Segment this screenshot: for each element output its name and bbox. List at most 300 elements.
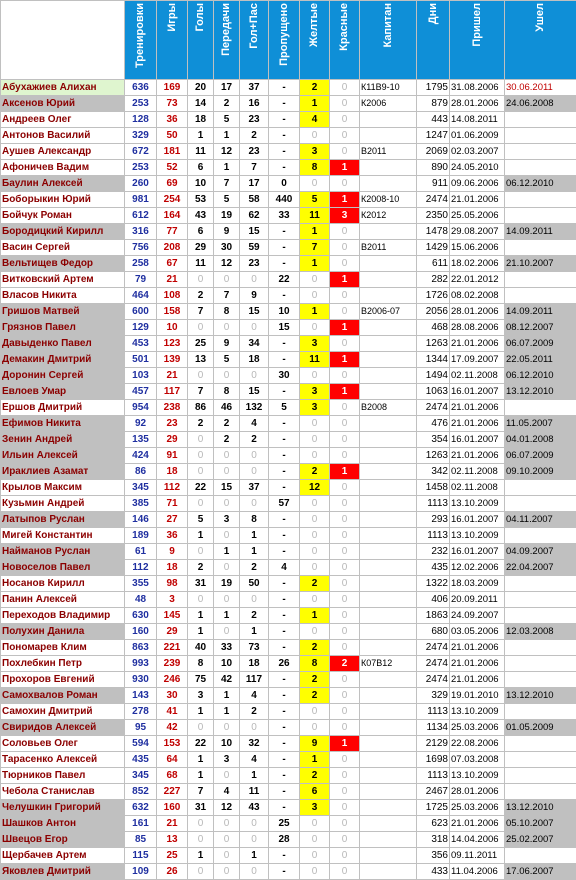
games-cell: 9	[157, 544, 188, 560]
trainings-cell: 253	[125, 160, 157, 176]
table-row	[1, 272, 576, 288]
left-cell: 06.07.2009	[505, 336, 576, 352]
left-cell: 11.05.2007	[505, 416, 576, 432]
red-cards-cell: 0	[330, 640, 360, 656]
table-row	[1, 592, 576, 608]
joined-cell: 21.01.2006	[450, 192, 505, 208]
days-cell: 879	[417, 96, 450, 112]
goals-cell: 2	[188, 288, 214, 304]
days-cell: 356	[417, 848, 450, 864]
assists-cell: 8	[214, 384, 240, 400]
yellow-cards-cell: 2	[300, 768, 330, 784]
assists-cell: 1	[214, 608, 240, 624]
games-cell: 238	[157, 400, 188, 416]
trainings-cell: 954	[125, 400, 157, 416]
trainings-cell: 435	[125, 752, 157, 768]
left-cell: 22.05.2011	[505, 352, 576, 368]
red-cards-cell: 1	[330, 464, 360, 480]
goals-cell: 6	[188, 224, 214, 240]
conceded-cell: -	[269, 80, 300, 96]
header-cell: Тренировки	[125, 1, 157, 80]
conceded-cell: -	[269, 96, 300, 112]
table-row	[1, 208, 576, 224]
assists-cell: 0	[214, 848, 240, 864]
player-name: Бородицкий Кирилл	[1, 224, 125, 240]
conceded-cell: -	[269, 688, 300, 704]
goals-cell: 1	[188, 848, 214, 864]
games-cell: 21	[157, 816, 188, 832]
goals-cell: 2	[188, 416, 214, 432]
conceded-cell: 10	[269, 304, 300, 320]
left-cell: 04.09.2007	[505, 544, 576, 560]
conceded-cell: -	[269, 288, 300, 304]
goals-assists-cell: 9	[240, 288, 269, 304]
goals-assists-cell: 37	[240, 80, 269, 96]
joined-cell: 16.01.2007	[450, 512, 505, 528]
games-cell: 41	[157, 704, 188, 720]
table-row	[1, 496, 576, 512]
captain-cell	[360, 464, 417, 480]
captain-cell	[360, 128, 417, 144]
joined-cell: 09.06.2006	[450, 176, 505, 192]
red-cards-cell: 0	[330, 336, 360, 352]
goals-assists-cell: 132	[240, 400, 269, 416]
goals-assists-cell: 0	[240, 832, 269, 848]
player-name: Власов Никита	[1, 288, 125, 304]
joined-cell: 02.11.2008	[450, 464, 505, 480]
captain-cell	[360, 688, 417, 704]
goals-assists-cell: 18	[240, 656, 269, 672]
goals-cell: 0	[188, 272, 214, 288]
days-cell: 476	[417, 416, 450, 432]
red-cards-cell: 1	[330, 160, 360, 176]
assists-cell: 0	[214, 464, 240, 480]
yellow-cards-cell: 2	[300, 576, 330, 592]
days-cell: 406	[417, 592, 450, 608]
goals-cell: 1	[188, 624, 214, 640]
red-cards-cell: 0	[330, 144, 360, 160]
conceded-cell: -	[269, 704, 300, 720]
games-cell: 98	[157, 576, 188, 592]
joined-cell: 03.05.2006	[450, 624, 505, 640]
joined-cell: 28.08.2006	[450, 320, 505, 336]
goals-cell: 11	[188, 256, 214, 272]
table-row	[1, 640, 576, 656]
left-cell: 06.12.2010	[505, 176, 576, 192]
player-name: Ираклиев Азамат	[1, 464, 125, 480]
goals-assists-cell: 0	[240, 592, 269, 608]
goals-cell: 29	[188, 240, 214, 256]
captain-cell	[360, 672, 417, 688]
table-row	[1, 832, 576, 848]
days-cell: 1322	[417, 576, 450, 592]
table-row	[1, 112, 576, 128]
table-row	[1, 256, 576, 272]
trainings-cell: 464	[125, 288, 157, 304]
joined-cell: 28.01.2006	[450, 784, 505, 800]
left-cell	[505, 640, 576, 656]
yellow-cards-cell: 6	[300, 784, 330, 800]
goals-assists-cell: 1	[240, 624, 269, 640]
days-cell: 1494	[417, 368, 450, 384]
joined-cell: 18.03.2009	[450, 576, 505, 592]
red-cards-cell: 0	[330, 80, 360, 96]
games-cell: 77	[157, 224, 188, 240]
yellow-cards-cell: 8	[300, 160, 330, 176]
goals-assists-cell: 18	[240, 352, 269, 368]
red-cards-cell: 0	[330, 800, 360, 816]
goals-assists-cell: 37	[240, 480, 269, 496]
joined-cell: 21.01.2006	[450, 672, 505, 688]
goals-cell: 7	[188, 384, 214, 400]
joined-cell: 29.08.2007	[450, 224, 505, 240]
table-row	[1, 336, 576, 352]
captain-cell	[360, 752, 417, 768]
yellow-cards-cell: 11	[300, 208, 330, 224]
days-cell: 2474	[417, 640, 450, 656]
goals-cell: 0	[188, 544, 214, 560]
days-cell: 1113	[417, 528, 450, 544]
player-name: Яковлев Дмитрий	[1, 864, 125, 880]
joined-cell: 21.01.2006	[450, 816, 505, 832]
red-cards-cell: 0	[330, 512, 360, 528]
goals-cell: 1	[188, 768, 214, 784]
games-cell: 21	[157, 272, 188, 288]
joined-cell: 25.03.2006	[450, 800, 505, 816]
player-name: Евлоев Умар	[1, 384, 125, 400]
conceded-cell: -	[269, 736, 300, 752]
goals-assists-cell: 0	[240, 448, 269, 464]
days-cell: 1063	[417, 384, 450, 400]
table-row	[1, 512, 576, 528]
conceded-cell: 26	[269, 656, 300, 672]
yellow-cards-cell: 0	[300, 496, 330, 512]
table-row	[1, 560, 576, 576]
assists-cell: 30	[214, 240, 240, 256]
red-cards-cell: 0	[330, 592, 360, 608]
assists-cell: 0	[214, 272, 240, 288]
assists-cell: 0	[214, 624, 240, 640]
conceded-cell: -	[269, 112, 300, 128]
trainings-cell: 852	[125, 784, 157, 800]
joined-cell: 14.08.2011	[450, 112, 505, 128]
conceded-cell: -	[269, 720, 300, 736]
captain-cell	[360, 592, 417, 608]
left-cell	[505, 672, 576, 688]
player-name: Аксенов Юрий	[1, 96, 125, 112]
left-cell	[505, 736, 576, 752]
assists-cell: 19	[214, 576, 240, 592]
days-cell: 911	[417, 176, 450, 192]
conceded-cell: -	[269, 416, 300, 432]
red-cards-cell: 1	[330, 384, 360, 400]
captain-cell: В2011	[360, 240, 417, 256]
goals-cell: 0	[188, 464, 214, 480]
conceded-cell: 4	[269, 560, 300, 576]
conceded-cell: -	[269, 576, 300, 592]
yellow-cards-cell: 7	[300, 240, 330, 256]
header-cell: Игры	[157, 1, 188, 80]
goals-cell: 3	[188, 688, 214, 704]
yellow-cards-cell: 0	[300, 416, 330, 432]
joined-cell: 15.06.2006	[450, 240, 505, 256]
trainings-cell: 636	[125, 80, 157, 96]
joined-cell: 16.01.2007	[450, 544, 505, 560]
days-cell: 232	[417, 544, 450, 560]
yellow-cards-cell: 0	[300, 288, 330, 304]
captain-cell	[360, 704, 417, 720]
goals-cell: 7	[188, 784, 214, 800]
days-cell: 1863	[417, 608, 450, 624]
left-cell	[505, 656, 576, 672]
left-cell	[505, 848, 576, 864]
captain-cell: К2006	[360, 96, 417, 112]
red-cards-cell: 0	[330, 112, 360, 128]
player-name: Андреев Олег	[1, 112, 125, 128]
table-row	[1, 848, 576, 864]
trainings-cell: 453	[125, 336, 157, 352]
header-cell: Голы	[188, 1, 214, 80]
trainings-cell: 981	[125, 192, 157, 208]
yellow-cards-cell: 3	[300, 400, 330, 416]
left-cell	[505, 192, 576, 208]
goals-assists-cell: 0	[240, 816, 269, 832]
trainings-cell: 672	[125, 144, 157, 160]
left-cell	[505, 528, 576, 544]
left-cell	[505, 272, 576, 288]
joined-cell: 22.01.2012	[450, 272, 505, 288]
yellow-cards-cell: 0	[300, 848, 330, 864]
left-cell: 14.09.2011	[505, 304, 576, 320]
assists-cell: 0	[214, 720, 240, 736]
joined-cell: 18.02.2006	[450, 256, 505, 272]
player-name: Антонов Василий	[1, 128, 125, 144]
assists-cell: 5	[214, 192, 240, 208]
yellow-cards-cell: 2	[300, 672, 330, 688]
games-cell: 164	[157, 208, 188, 224]
trainings-cell: 160	[125, 624, 157, 640]
table-row	[1, 480, 576, 496]
days-cell: 1113	[417, 704, 450, 720]
games-cell: 52	[157, 160, 188, 176]
goals-cell: 43	[188, 208, 214, 224]
player-name: Свиридов Алексей	[1, 720, 125, 736]
trainings-cell: 143	[125, 688, 157, 704]
goals-assists-cell: 0	[240, 720, 269, 736]
goals-assists-cell: 17	[240, 176, 269, 192]
table-row	[1, 624, 576, 640]
red-cards-cell: 0	[330, 688, 360, 704]
conceded-cell: 57	[269, 496, 300, 512]
table-row	[1, 416, 576, 432]
games-cell: 36	[157, 528, 188, 544]
table-row	[1, 544, 576, 560]
table-row	[1, 864, 576, 880]
yellow-cards-cell: 11	[300, 352, 330, 368]
goals-assists-cell: 1	[240, 768, 269, 784]
goals-assists-cell: 0	[240, 864, 269, 880]
player-name: Вельтищев Федор	[1, 256, 125, 272]
joined-cell: 02.11.2008	[450, 368, 505, 384]
goals-cell: 75	[188, 672, 214, 688]
trainings-cell: 345	[125, 768, 157, 784]
games-cell: 27	[157, 512, 188, 528]
left-cell	[505, 480, 576, 496]
days-cell: 1344	[417, 352, 450, 368]
table-row	[1, 224, 576, 240]
trainings-cell: 260	[125, 176, 157, 192]
assists-cell: 0	[214, 768, 240, 784]
games-cell: 71	[157, 496, 188, 512]
table-row	[1, 576, 576, 592]
days-cell: 611	[417, 256, 450, 272]
joined-cell: 24.05.2010	[450, 160, 505, 176]
table-row	[1, 672, 576, 688]
games-cell: 42	[157, 720, 188, 736]
left-cell	[505, 704, 576, 720]
days-cell: 282	[417, 272, 450, 288]
header-cell: Капитан	[360, 1, 417, 80]
trainings-cell: 632	[125, 800, 157, 816]
goals-assists-cell: 0	[240, 368, 269, 384]
captain-cell	[360, 640, 417, 656]
joined-cell: 25.05.2006	[450, 208, 505, 224]
joined-cell: 28.01.2006	[450, 96, 505, 112]
table-row	[1, 288, 576, 304]
table-row	[1, 656, 576, 672]
captain-cell	[360, 528, 417, 544]
header-cell: Гол+Пас	[240, 1, 269, 80]
table-row	[1, 80, 576, 96]
assists-cell: 1	[214, 704, 240, 720]
player-name: Найманов Руслан	[1, 544, 125, 560]
red-cards-cell: 0	[330, 416, 360, 432]
days-cell: 1113	[417, 496, 450, 512]
conceded-cell: -	[269, 864, 300, 880]
goals-cell: 31	[188, 800, 214, 816]
captain-cell	[360, 176, 417, 192]
assists-cell: 5	[214, 352, 240, 368]
games-cell: 26	[157, 864, 188, 880]
days-cell: 2474	[417, 192, 450, 208]
player-name: Новоселов Павел	[1, 560, 125, 576]
assists-cell: 1	[214, 544, 240, 560]
red-cards-cell: 0	[330, 672, 360, 688]
red-cards-cell: 0	[330, 368, 360, 384]
player-name: Челушкин Григорий	[1, 800, 125, 816]
captain-cell	[360, 336, 417, 352]
table-body	[1, 80, 576, 880]
goals-assists-cell: 58	[240, 192, 269, 208]
left-cell: 01.05.2009	[505, 720, 576, 736]
conceded-cell: -	[269, 384, 300, 400]
goals-assists-cell: 23	[240, 112, 269, 128]
goals-assists-cell: 1	[240, 528, 269, 544]
red-cards-cell: 0	[330, 496, 360, 512]
goals-assists-cell: 15	[240, 384, 269, 400]
days-cell: 2474	[417, 656, 450, 672]
joined-cell: 01.06.2009	[450, 128, 505, 144]
goals-assists-cell: 11	[240, 784, 269, 800]
goals-cell: 7	[188, 304, 214, 320]
goals-assists-cell: 1	[240, 544, 269, 560]
joined-cell: 08.02.2008	[450, 288, 505, 304]
left-cell: 04.11.2007	[505, 512, 576, 528]
days-cell: 2069	[417, 144, 450, 160]
captain-cell	[360, 720, 417, 736]
conceded-cell: -	[269, 352, 300, 368]
trainings-cell: 146	[125, 512, 157, 528]
red-cards-cell: 0	[330, 528, 360, 544]
games-cell: 29	[157, 624, 188, 640]
assists-cell: 12	[214, 144, 240, 160]
header-cell: Передачи	[214, 1, 240, 80]
trainings-cell: 112	[125, 560, 157, 576]
conceded-cell: 440	[269, 192, 300, 208]
joined-cell: 21.01.2006	[450, 640, 505, 656]
days-cell: 318	[417, 832, 450, 848]
trainings-cell: 103	[125, 368, 157, 384]
goals-assists-cell: 0	[240, 464, 269, 480]
red-cards-cell: 0	[330, 768, 360, 784]
captain-cell	[360, 480, 417, 496]
games-cell: 145	[157, 608, 188, 624]
trainings-cell: 355	[125, 576, 157, 592]
goals-assists-cell: 2	[240, 128, 269, 144]
player-name: Бойчук Роман	[1, 208, 125, 224]
conceded-cell: -	[269, 768, 300, 784]
days-cell: 1478	[417, 224, 450, 240]
player-name: Зенин Андрей	[1, 432, 125, 448]
yellow-cards-cell: 1	[300, 96, 330, 112]
trainings-cell: 594	[125, 736, 157, 752]
yellow-cards-cell: 0	[300, 528, 330, 544]
goals-cell: 13	[188, 352, 214, 368]
yellow-cards-cell: 2	[300, 640, 330, 656]
goals-assists-cell: 62	[240, 208, 269, 224]
player-name: Соловьев Олег	[1, 736, 125, 752]
yellow-cards-cell: 0	[300, 704, 330, 720]
conceded-cell: -	[269, 848, 300, 864]
days-cell: 1263	[417, 448, 450, 464]
days-cell: 468	[417, 320, 450, 336]
yellow-cards-cell: 0	[300, 176, 330, 192]
left-cell: 21.10.2007	[505, 256, 576, 272]
goals-cell: 6	[188, 160, 214, 176]
left-cell: 09.10.2009	[505, 464, 576, 480]
trainings-cell: 385	[125, 496, 157, 512]
assists-cell: 4	[214, 784, 240, 800]
goals-assists-cell: 0	[240, 272, 269, 288]
games-cell: 29	[157, 432, 188, 448]
goals-assists-cell: 16	[240, 96, 269, 112]
trainings-cell: 930	[125, 672, 157, 688]
games-cell: 153	[157, 736, 188, 752]
table-row	[1, 400, 576, 416]
joined-cell: 16.01.2007	[450, 384, 505, 400]
goals-cell: 11	[188, 144, 214, 160]
conceded-cell: 33	[269, 208, 300, 224]
games-cell: 108	[157, 288, 188, 304]
games-cell: 123	[157, 336, 188, 352]
yellow-cards-cell: 0	[300, 320, 330, 336]
goals-assists-cell: 59	[240, 240, 269, 256]
trainings-cell: 189	[125, 528, 157, 544]
captain-cell	[360, 736, 417, 752]
player-name: Витковский Артем	[1, 272, 125, 288]
assists-cell: 12	[214, 800, 240, 816]
header-cell: Желтые	[300, 1, 330, 80]
